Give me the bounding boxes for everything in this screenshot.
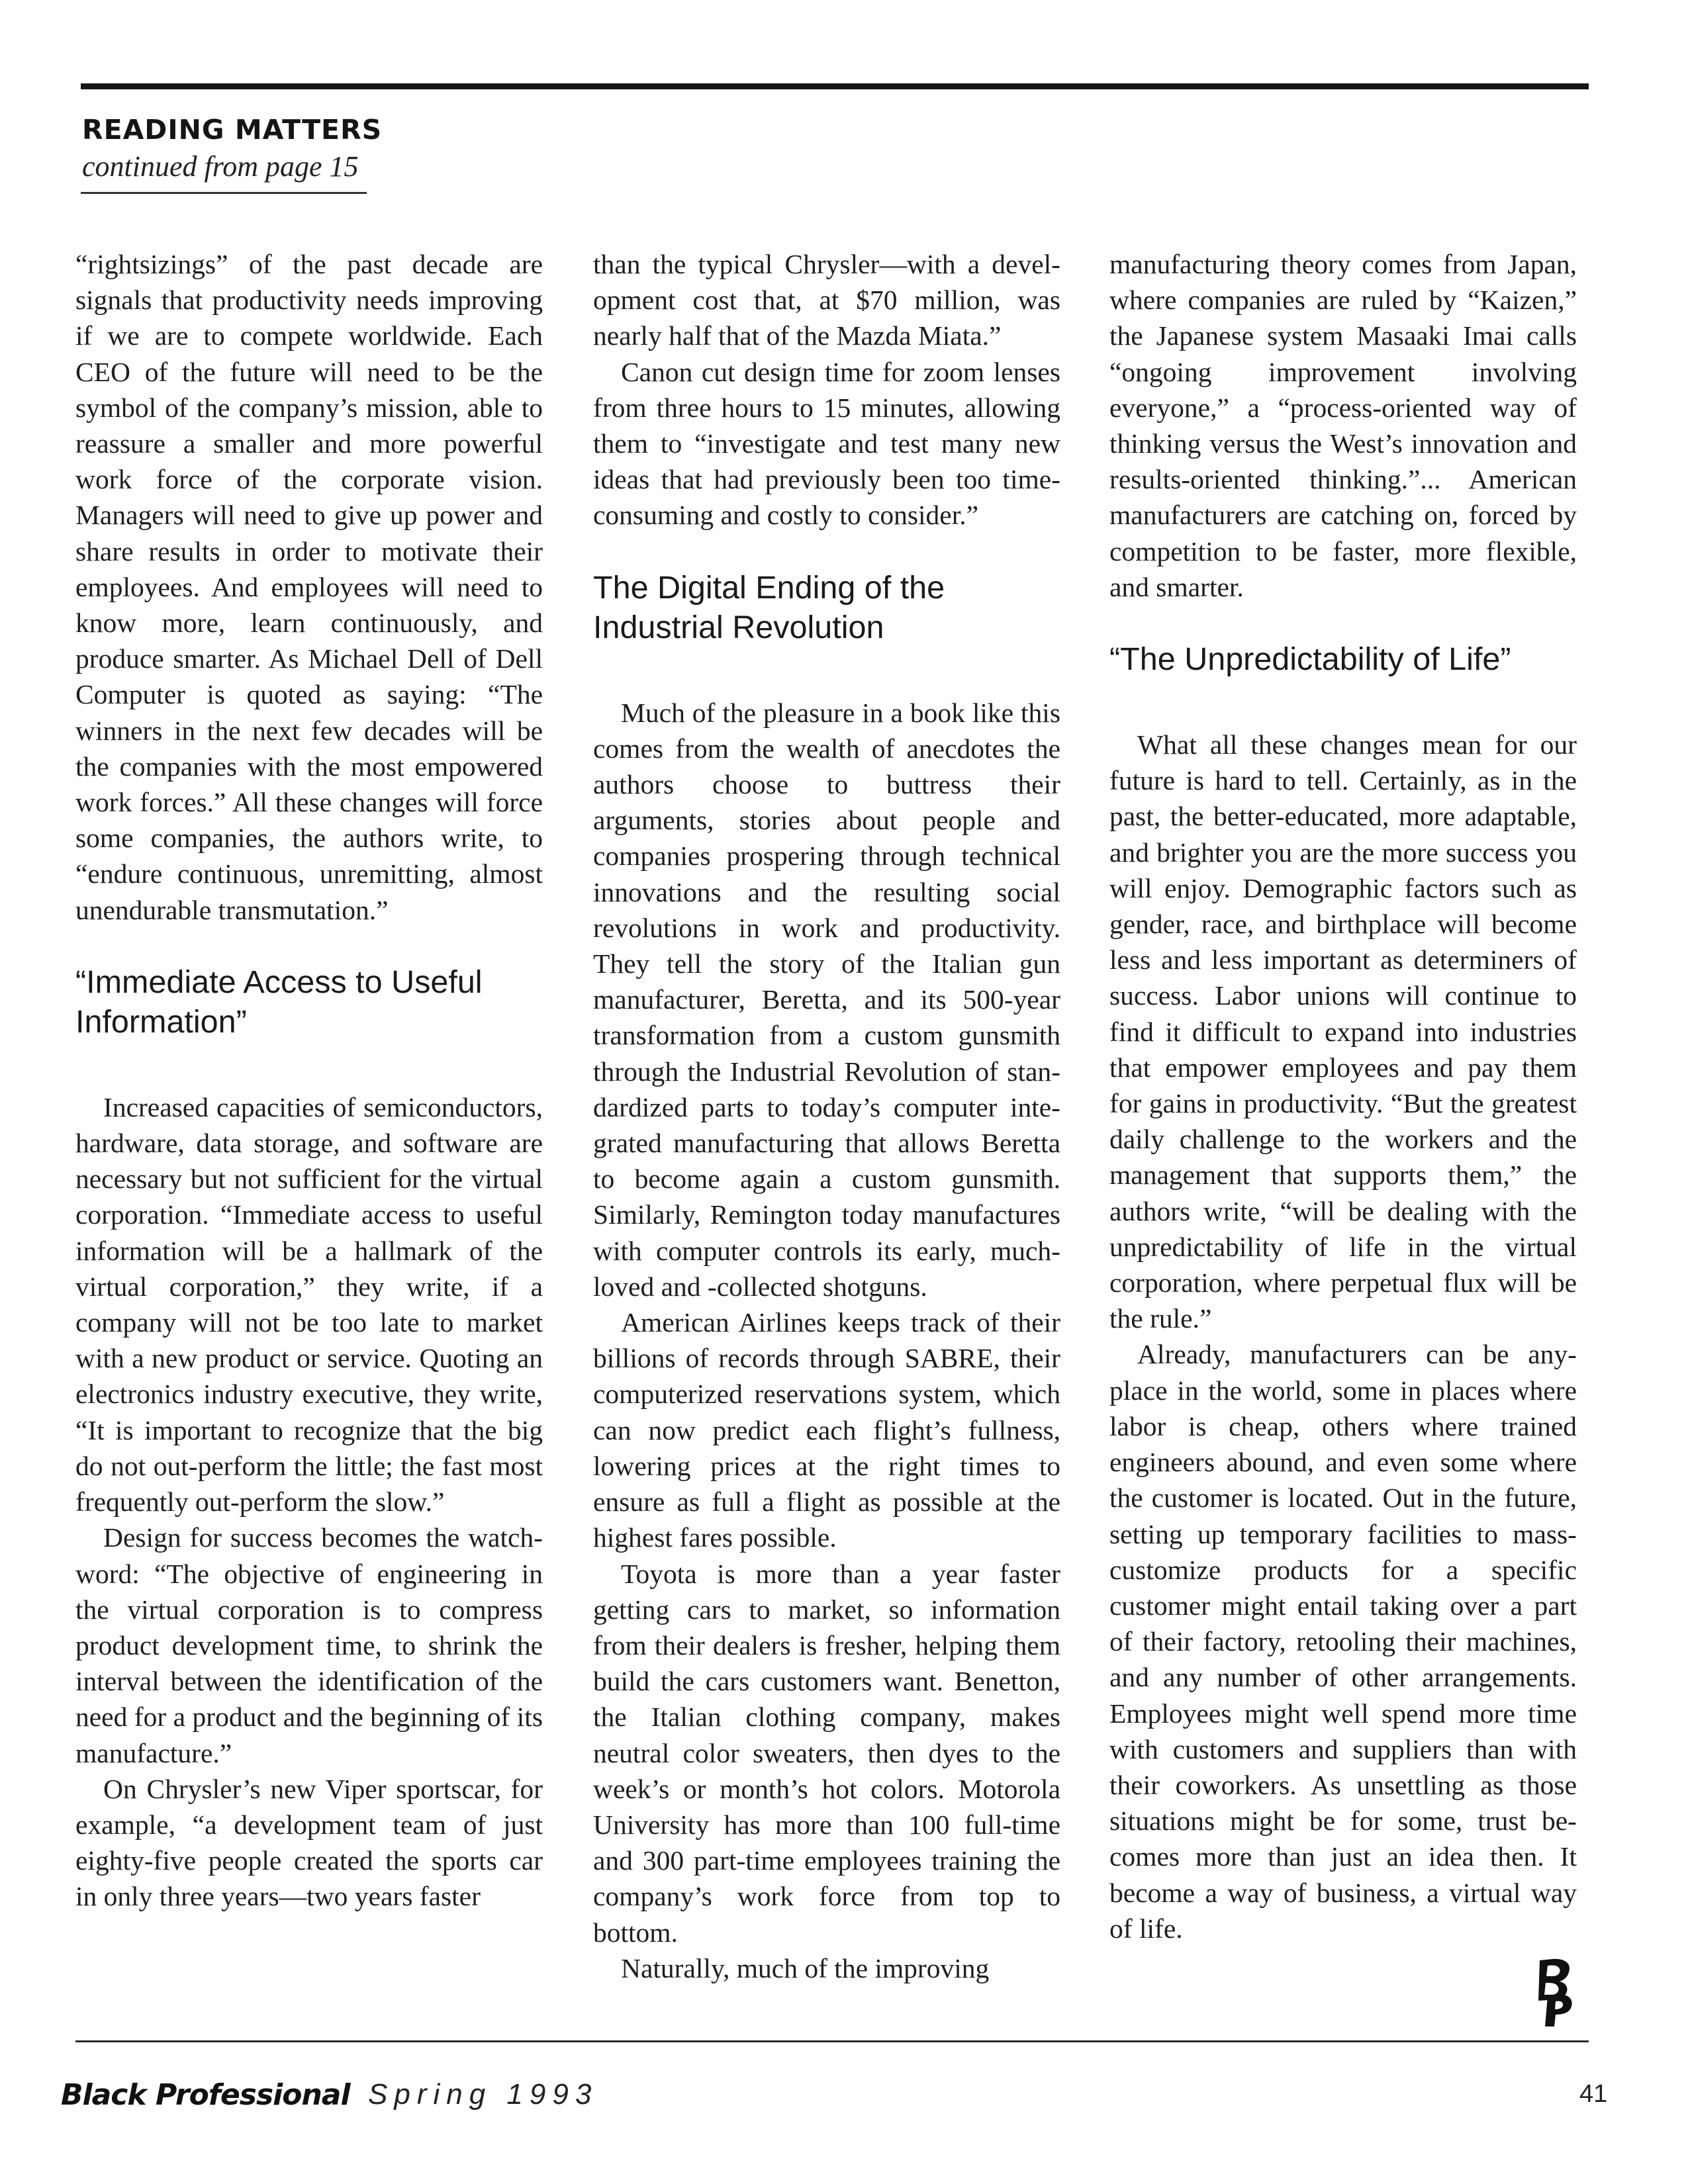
paragraph: Naturally, much of the improving: [621, 1952, 990, 1983]
article-column-1: [75, 246, 543, 1915]
subheading-digital-ending: The Digital Ending of the Industrial Revolution: [593, 569, 945, 645]
paragraph: Increased capacities of semiconductors, hardware, data storage, and software are necessary but not sufficient for the virtual corporation. “Immediate access to useful information will be a hallmark of the virtual corporation,” they write, if a company will not be too late to market with a new product or service. Quoting an electronics industry executive, they write, “It is important to recognize that the big do not out-perform the little; the fast most frequently out-perform the slow.”: [75, 1091, 543, 1518]
paragraph: What all these changes mean for our future is hard to tell. Certainly, as in the past, the better-educated, more adaptable, and brighter you are the more success you will enjoy. Demographic factors such as gender, race, and birthplace will become less and less important as determiners of success. Labor unions will continue to find it difficult to expand into industries that empower employees and pay them for gains in productivity. “But the greatest daily challenge to the workers and the management that supports them,” the authors write, “will be dealing with the unpredictability of life in the virtual corporation, where perpetual flux will be the rule.”: [1109, 729, 1577, 1334]
subheading-unpredictability: “The Unpredictability of Life”: [1109, 641, 1511, 678]
page-number: 41: [1579, 2080, 1608, 2108]
footer-issue-date: Spring 1993: [368, 2078, 598, 2111]
continued-from-line: continued from page 15: [82, 150, 359, 183]
paragraph: Already, manufacturers can be anyplace in the world, some in places where labor is cheap, others where trained engineers abound, and even some where the customer is located. Out in the future, setting up temporary facilities to mass-customize products for a specific customer might entail taking over a part of their factory, retooling their machines, and any number of other arrangements. Employees might well spend more time with customers and suppliers than with their coworkers. As unsettling as those situations might be for some, trust becomes more than just an idea then. It become a way of business, a virtual way of life.: [1109, 1339, 1577, 1944]
article-column-3: [1109, 246, 1577, 1946]
article-column-2: [593, 246, 1060, 1986]
paragraph: On Chrysler’s new Viper sportscar, for example, “a development team of just eighty-five people created the sports car in only three years—two years faster: [75, 1773, 543, 1912]
paragraph: American Airlines keeps track of their billions of records through SABRE, their computerized reservations system, which can now predict each flight’s fullness, lowering prices at the right times to ensure as full a flight as possible at the highest fares possible.: [593, 1307, 1060, 1553]
section-label: READING MATTERS: [82, 114, 383, 146]
bp-monogram-icon: [1536, 1956, 1575, 2029]
bottom-rule: [75, 2040, 1589, 2042]
paragraph: Canon cut design time for zoom lenses from three hours to 15 minutes, allowing them to “investigate and test many new ideas that had previously been too time-consuming and costly to consider.”: [593, 356, 1060, 531]
subheading-immediate-access: “Immediate Access to Useful Information”: [75, 964, 483, 1040]
continued-underline: [81, 192, 367, 194]
top-rule: [81, 83, 1589, 89]
paragraph: “rightsizings” of the past decade are signals that productivity needs improving if we are to compete worldwide. Each CEO of the future will need to be the symbol of the company’s mission, able to reassure a smaller and more powerful work force of the corporate vision. Managers will need to give up power and share results in order to motivate their employees. And employees will need to know more, learn continuously, and produce smarter. As Michael Dell of Dell Computer is quoted as saying: “The winners in the next few decades will be the companies with the most empowered work forces.” All these changes will force some companies, the authors write, to “endure continuous, unremitting, almost unendurable transmutation.”: [75, 249, 543, 925]
paragraph: than the typical Chrysler—with a development cost that, at $70 million, was nearly half that of the Mazda Miata.”: [593, 249, 1060, 351]
paragraph: Much of the pleasure in a book like this comes from the wealth of anecdotes the authors choose to buttress their arguments, stories about people and companies prospering through technical innovations and the resulting social revolutions in work and productivity. They tell the story of the Italian gun manufacturer, Beretta, and its 500-year transformation from a custom gunsmith through the Industrial Revolution of standardized parts to today’s computer integrated manufacturing that allows Beretta to become again a custom gunsmith. Similarly, Remington today manufactures with computer controls its early, much-loved and -collected shotguns.: [593, 697, 1060, 1302]
footer-magazine-title: Black Professional: [61, 2078, 350, 2112]
paragraph: Design for success becomes the watchword: “The objective of engineering in the virtual corporation is to compress product development time, to shrink the interval between the identification of the need for a product and the beginning of its manufacture.”: [75, 1522, 543, 1768]
paragraph: manufacturing theory comes from Japan, where companies are ruled by “Kaizen,” the Japanese system Masaaki Imai calls “ongoing improvement involving everyone,” a “process-oriented way of thinking versus the West’s innovation and results-oriented thinking.”... American manufacturers are catching on, forced by competition to be faster, more flexible, and smarter.: [1109, 249, 1577, 602]
paragraph: Toyota is more than a year faster getting cars to market, so information from their dealers is fresher, helping them build the cars customers want. Benetton, the Italian clothing company, makes neutral color sweaters, then dyes to the week’s or month’s hot colors. Motorola University has more than 100 full-time and 300 part-time employees training the company’s work force from top to bottom.: [593, 1558, 1060, 1948]
